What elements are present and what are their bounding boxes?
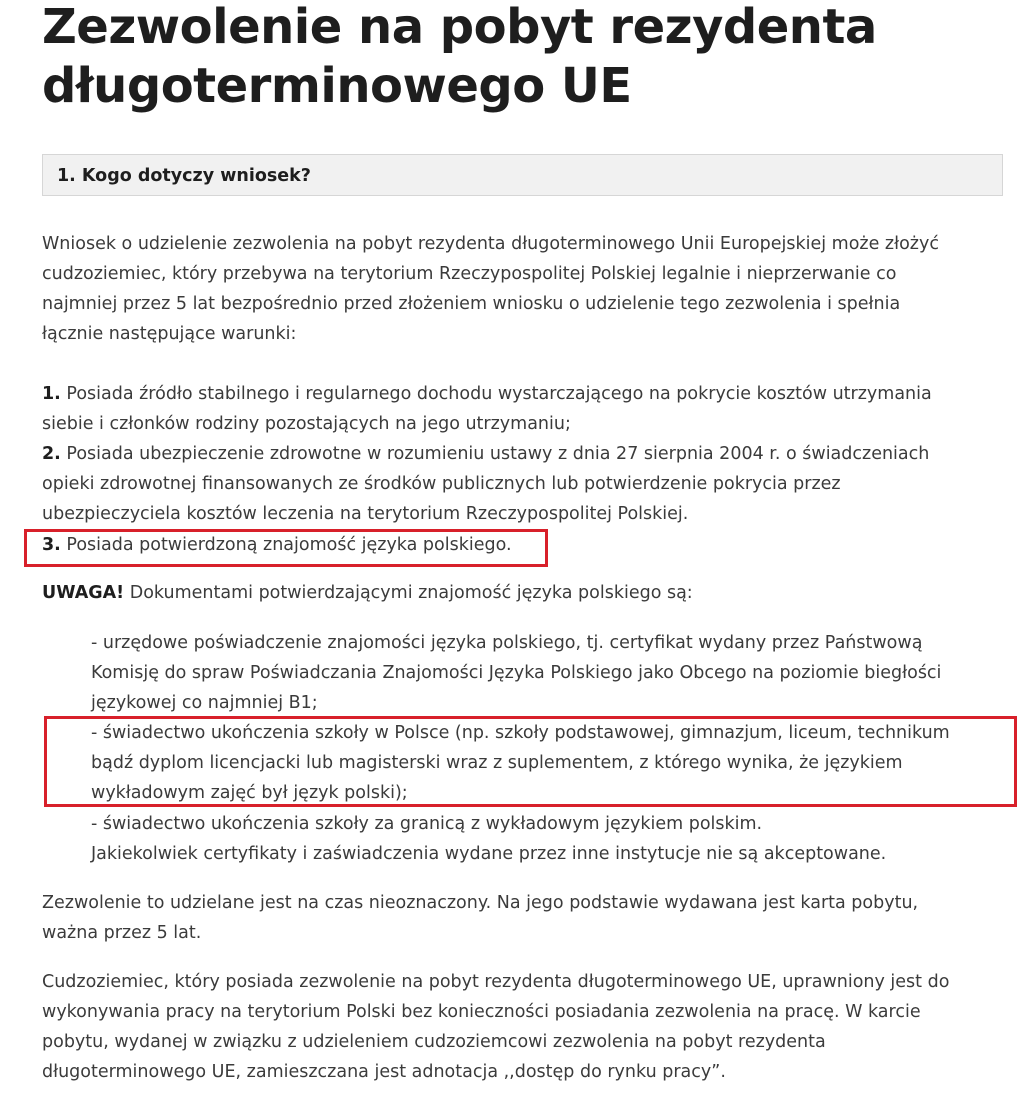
note-label: UWAGA!: [42, 583, 125, 603]
work-line: wykonywania pracy na terytorium Polski bez konieczności posiadania zezwolenia na pracę. W karcie: [42, 1002, 921, 1022]
intro-line: cudzoziemiec, który przebywa na terytorium Rzeczypospolitej Polskiej legalnie i nieprzerwanie co: [42, 264, 897, 284]
condition-text: Posiada ubezpieczenie zdrowotne w rozumieniu ustawy z dnia 27 sierpnia 2004 r. o świadczeniach: [60, 444, 930, 464]
work-line: Cudzoziemiec, który posiada zezwolenie na pobyt rezydenta długoterminowego UE, uprawniony jest do: [42, 972, 950, 992]
highlight-box-school-certificate: [44, 716, 1017, 807]
condition-text: Posiada źródło stabilnego i regularnego dochodu wystarczającego na pokrycie kosztów utrzymania: [60, 384, 932, 404]
work-line: pobytu, wydanej w związku z udzieleniem cudzoziemcowi zezwolenia na pobyt rezydenta: [42, 1032, 826, 1052]
document-line: językowej co najmniej B1;: [91, 693, 318, 713]
note: [42, 578, 693, 608]
document-note: Jakiekolwiek certyfikaty i zaświadczenia wydane przez inne instytucje nie są akceptowane.: [91, 844, 887, 864]
document-line: wykładowym zajęć był język polski);: [91, 783, 408, 803]
validity-line: Zezwolenie to udzielane jest na czas nieoznaczony. Na jego podstawie wydawana jest karta pobytu,: [42, 893, 919, 913]
intro-line: najmniej przez 5 lat bezpośrednio przed złożeniem wniosku o udzielenie tego zezwolenia i spełnia: [42, 294, 901, 314]
condition-line: siebie i członków rodziny pozostających na jego utrzymaniu;: [42, 414, 571, 434]
page-title: Zezwolenie na pobyt rezydenta długoterminowego UE: [42, 0, 877, 114]
condition-1: [42, 379, 932, 409]
work-line: długoterminowego UE, zamieszczana jest adnotacja ,,dostęp do rynku pracy”.: [42, 1062, 726, 1082]
condition-line: opieki zdrowotnej finansowanych ze środków publicznych lub potwierdzenie pokrycia przez: [42, 474, 841, 494]
note-text: Dokumentami potwierdzającymi znajomość języka polskiego są:: [124, 583, 693, 603]
validity-line: ważna przez 5 lat.: [42, 923, 202, 943]
condition-text: Posiada potwierdzoną znajomość języka polskiego.: [60, 535, 512, 555]
condition-line: ubezpieczyciela kosztów leczenia na terytorium Rzeczypospolitej Polskiej.: [42, 504, 689, 524]
condition-number: 2.: [42, 444, 61, 464]
intro-line: Wniosek o udzielenie zezwolenia na pobyt rezydenta długoterminowego Unii Europejskiej może złożyć: [42, 234, 939, 254]
highlight-box-condition-3: [24, 529, 548, 567]
condition-number: 1.: [42, 384, 61, 404]
condition-number: 3.: [42, 535, 61, 555]
document-line: Komisję do spraw Poświadczania Znajomości Języka Polskiego jako Obcego na poziomie biegłości: [91, 663, 942, 683]
section-header: 1. Kogo dotyczy wniosek?: [42, 154, 1003, 196]
document-line: bądź dyplom licencjacki lub magisterski wraz z suplementem, z którego wynika, że językiem: [91, 753, 903, 773]
document-item: - świadectwo ukończenia szkoły za granicą z wykładowym językiem polskim.: [91, 814, 763, 834]
document-item: - urzędowe poświadczenie znajomości języka polskiego, tj. certyfikat wydany przez Państwową: [91, 633, 923, 653]
condition-2: [42, 439, 929, 469]
document-item: - świadectwo ukończenia szkoły w Polsce (np. szkoły podstawowej, gimnazjum, liceum, technikum: [91, 723, 950, 743]
intro-line: łącznie następujące warunki:: [42, 324, 297, 344]
